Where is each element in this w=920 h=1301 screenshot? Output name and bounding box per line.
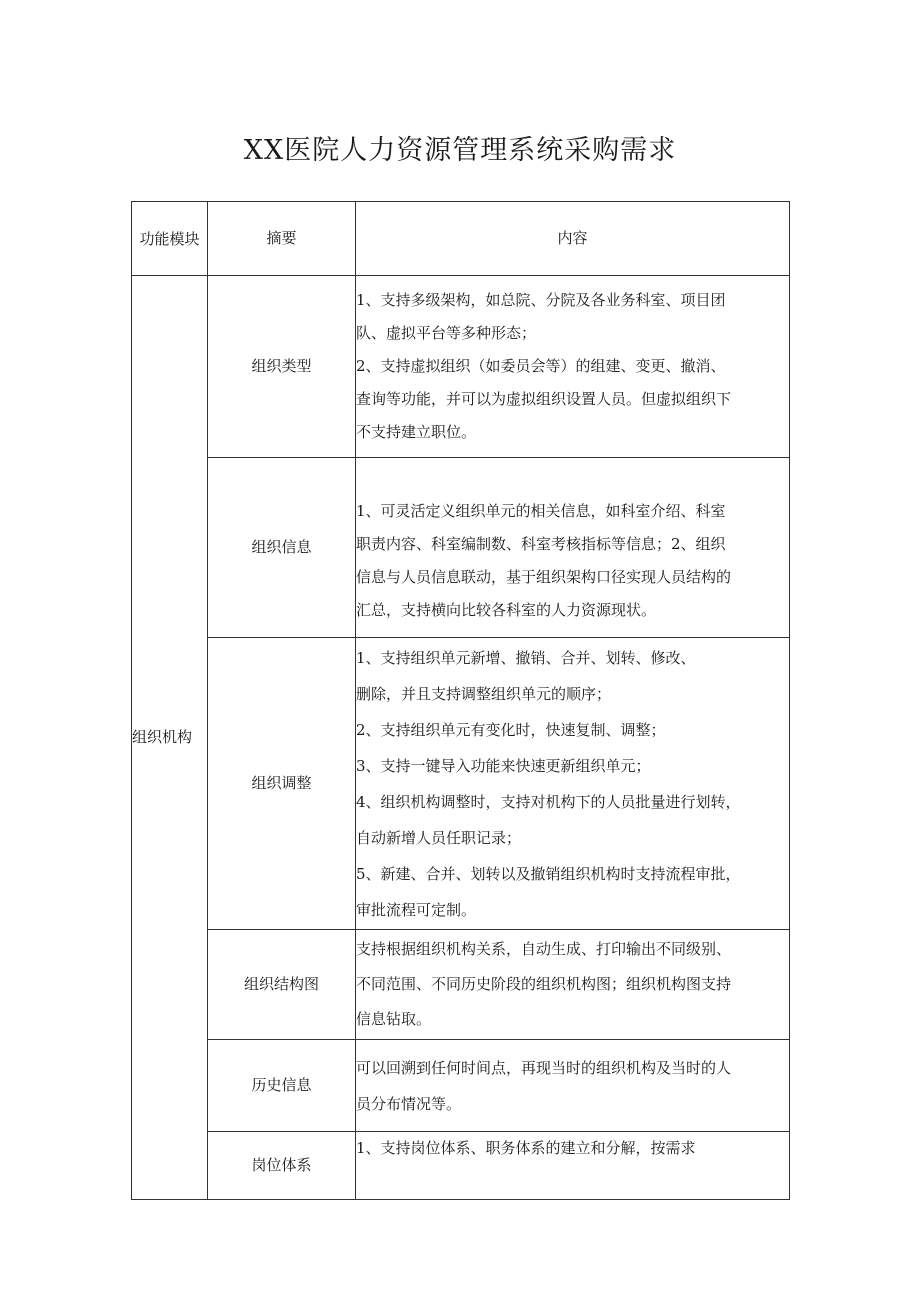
summary-cell: 历史信息 (208, 1040, 356, 1132)
content-line: 队、虚拟平台等多种形态； (356, 324, 537, 342)
content-cell (356, 930, 790, 1040)
content-cell (356, 276, 790, 458)
content-line: 1、支持组织单元新增、撤销、合并、划转、修改、 (356, 648, 696, 667)
content-line: 审批流程可定制。 (356, 900, 477, 919)
content-line: 2、支持虚拟组织（如委员会等）的组建、变更、撤消、 (356, 357, 726, 375)
content-line: 信息与人员信息联动，基于组织架构口径实现人员结构的 (356, 567, 732, 586)
content-line: 自动新增人员任职记录； (356, 828, 522, 847)
content-line: 可以回溯到任何时间点，再现当时的组织机构及当时的人 (356, 1058, 732, 1077)
content-line: 1、支持岗位体系、职务体系的建立和分解，按需求 (356, 1139, 696, 1157)
summary-cell: 组织调整 (208, 638, 356, 930)
table-row (132, 458, 790, 638)
requirements-table (131, 201, 790, 1200)
content-line: 4、组织机构调整时，支持对机构下的人员批量进行划转， (356, 792, 741, 811)
content-line: 信息钻取。 (356, 1010, 432, 1028)
content-cell (356, 638, 790, 930)
summary-cell: 组织类型 (208, 276, 356, 458)
table-row (132, 1132, 790, 1200)
table-row (132, 638, 790, 930)
content-cell (356, 458, 790, 638)
content-line: 1、支持多级架构，如总院、分院及各业务科室、项目团 (356, 291, 726, 309)
page-title: XX医院人力资源管理系统采购需求 (243, 135, 677, 166)
content-cell (356, 1040, 790, 1132)
header-module: 功能模块 (132, 202, 208, 276)
header-summary: 摘要 (208, 202, 356, 276)
content-line: 职责内容、科室编制数、科室考核指标等信息；2、组织 (356, 534, 726, 553)
content-line: 2、支持组织单元有变化时，快速复制、调整； (356, 720, 666, 739)
summary-cell: 组织结构图 (208, 930, 356, 1040)
header-content: 内容 (356, 202, 790, 276)
content-line: 不同范围、不同历史阶段的组织机构图；组织机构图支持 (356, 975, 732, 993)
content-line: 3、支持一键导入功能来快速更新组织单元； (356, 756, 651, 775)
summary-cell: 组织信息 (208, 458, 356, 638)
content-line: 支持根据组织机构关系，自动生成、打印输出不同级别、 (356, 940, 732, 958)
content-line: 不支持建立职位。 (356, 423, 477, 441)
content-line: 员分布情况等。 (356, 1094, 462, 1113)
content-cell (356, 1132, 790, 1200)
content-line: 5、新建、合并、划转以及撤销组织机构时支持流程审批， (356, 864, 741, 883)
summary-cell: 岗位体系 (208, 1132, 356, 1200)
content-line: 汇总，支持横向比较各科室的人力资源现状。 (356, 600, 657, 619)
content-line: 删除，并且支持调整组织单元的顺序； (356, 684, 612, 703)
content-line: 查询等功能，并可以为虚拟组织设置人员。但虚拟组织下 (356, 390, 732, 408)
table-row (132, 1040, 790, 1132)
table-row (132, 276, 790, 458)
module-cell: 组织机构 (132, 276, 208, 1200)
table-row (132, 930, 790, 1040)
content-line: 1、可灵活定义组织单元的相关信息，如科室介绍、科室 (356, 501, 726, 520)
table-header-row (132, 202, 790, 276)
